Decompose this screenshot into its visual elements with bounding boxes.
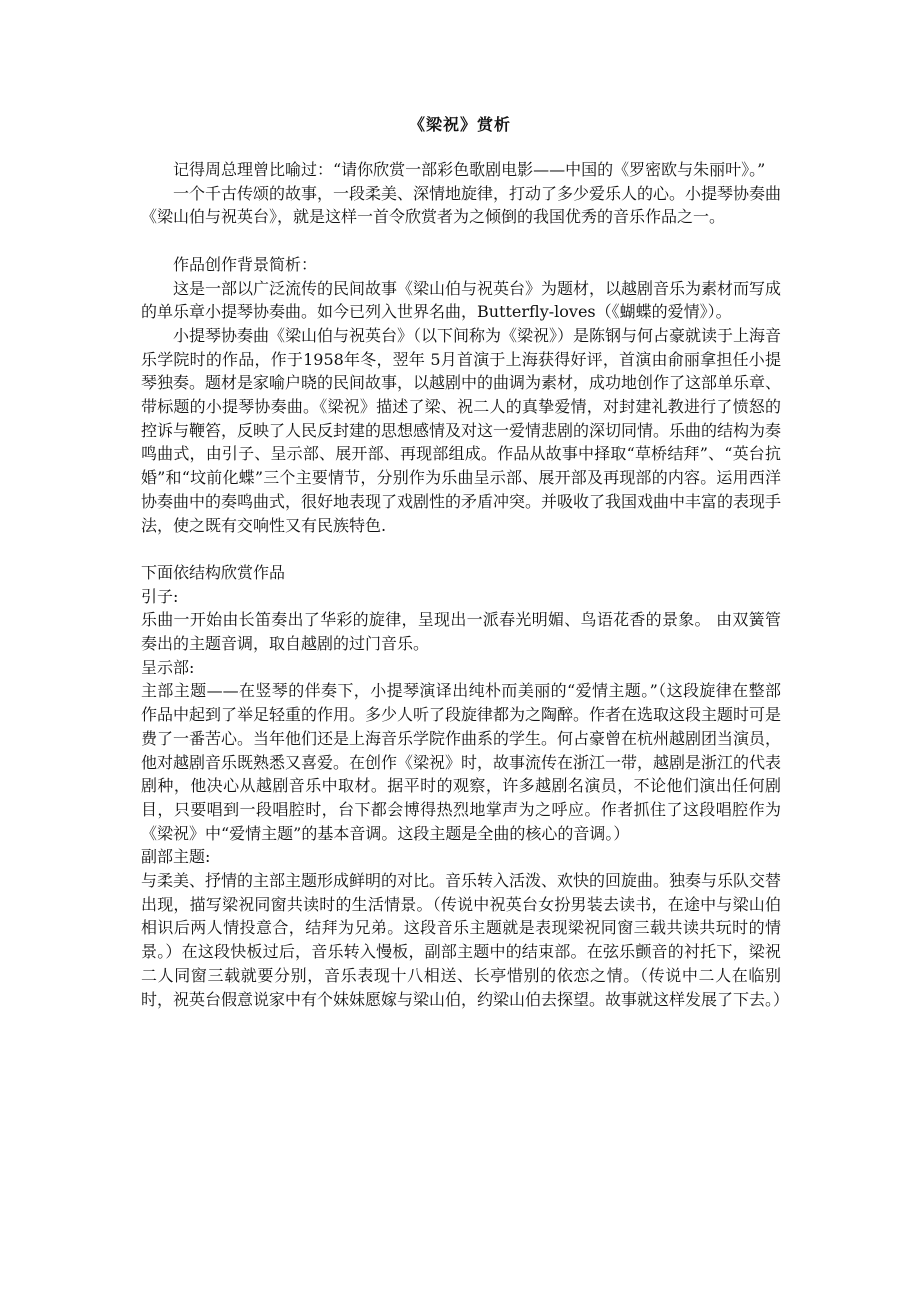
section-heading-exposition: 呈示部: <box>141 657 195 677</box>
document-body <box>141 158 790 1011</box>
paragraph-main-theme: 主部主题——在竖琴的伴奏下，小提琴演译出纯朴而美丽的“爱情主题。”（这段旋律在整部作品中起到了举足轻重的作用。多少人听了段旋律都为之陶醉。作者在选取这段主题时可是费了一番苦心。当年他们还是上海音乐学院作曲系的学生。何占豪曾在杭州越剧团当演员，他对越剧音乐既熟悉又喜爱。在创作《梁祝》时，故事流传在浙江一带，越剧是浙江的代表剧种，他决心从越剧音乐中取材。据平时的观察，许多越剧名演员，不论他们演出任何剧目，只要唱到一段唱腔时，台下都会博得热烈地掌声为之呼应。作者抓住了这段唱腔作为《梁祝》中“爱情主题”的基本音调。这段主题是全曲的核心的音调。） <box>141 681 782 843</box>
section-heading-introduction: 引子: <box>141 586 179 606</box>
paragraph-intro-quote: 记得周总理曾比喻过：“请你欣赏一部彩色歌剧电影——中国的《罗密欧与朱丽叶》。” <box>173 160 766 179</box>
section-heading-structure: 下面依结构欣赏作品 <box>141 562 286 582</box>
paragraph-secondary-theme: 与柔美、抒情的主部主题形成鲜明的对比。音乐转入活泼、欢快的回旋曲。独奏与乐队交替出现，描写梁祝同窗共读时的生活情景。（传说中祝英台女扮男装去读书，在途中与梁山伯相识后两人情投意合，结拜为兄弟。这段音乐主题就是表现梁祝同窗三载共读共玩时的情景。）在这段快板过后，音乐转入慢板，副部主题中的结束部。在弦乐颤音的衬托下，梁祝二人同窗三载就要分别，音乐表现十八相送、长亭惜别的依恋之情。（传说中二人在临别时，祝英台假意说家中有个妹妹愿嫁与梁山伯，约梁山伯去探望。故事就这样发展了下去。） <box>141 871 790 1009</box>
blank-line <box>141 537 781 561</box>
blank-line <box>141 229 781 253</box>
paragraph-composition: 小提琴协奏曲《梁山伯与祝英台》（以下间称为《梁祝》）是陈钢与何占豪就读于上海音乐学院时的作品，作于1958年冬，翌年 5月首演于上海获得好评，首演由俞丽拿担任小提琴独奏。题材是家喻户晓的民间故事，以越剧中的曲调为素材，成功地创作了这部单乐章、带标题的小提琴协奏曲。《梁祝》描述了梁、祝二人的真挚爱情，对封建礼教进行了愤怒的控诉与鞭笞，反映了人民反封建的思想感情及对这一爱情悲剧的深切同情。乐曲的结构为奏鸣曲式，由引子、呈示部、展开部、再现部组成。作品从故事中择取“草桥结拜”、“英台抗婚”和“坟前化蝶”三个主要情节，分别作为乐曲呈示部、展开部及再现部的内容。运用西洋协奏曲中的奏鸣曲式，很好地表现了戏剧性的矛盾冲突。并吸收了我国戏曲中丰富的表现手法，使之既有交响性又有民族特色. <box>141 325 782 535</box>
section-heading-secondary-theme: 副部主题: <box>141 847 211 867</box>
paragraph-background: 这是一部以广泛流传的民间故事《梁山伯与祝英台》为题材，以越剧音乐为素材而写成的单乐章小提琴协奏曲。如今已列入世界名曲，Butterfly-loves（《蝴蝶的爱情》）。 <box>141 278 782 322</box>
section-heading-background: 作品创作背景简析： <box>173 254 318 274</box>
paragraph-introduction: 乐曲一开始由长笛奏出了华彩的旋律，呈现出一派春光明媚、鸟语花香的景象。 由双簧管奏出的主题音调，取自越剧的过门音乐。 <box>141 610 781 654</box>
paragraph-intro: 一个千古传颂的故事，一段柔美、深情地旋律，打动了多少爱乐人的心。小提琴协奏曲《梁山伯与祝英台》，就是这样一首令欣赏者为之倾倒的我国优秀的音乐作品之一。 <box>141 183 782 227</box>
document-title: 《梁祝》赏析 <box>408 115 511 134</box>
